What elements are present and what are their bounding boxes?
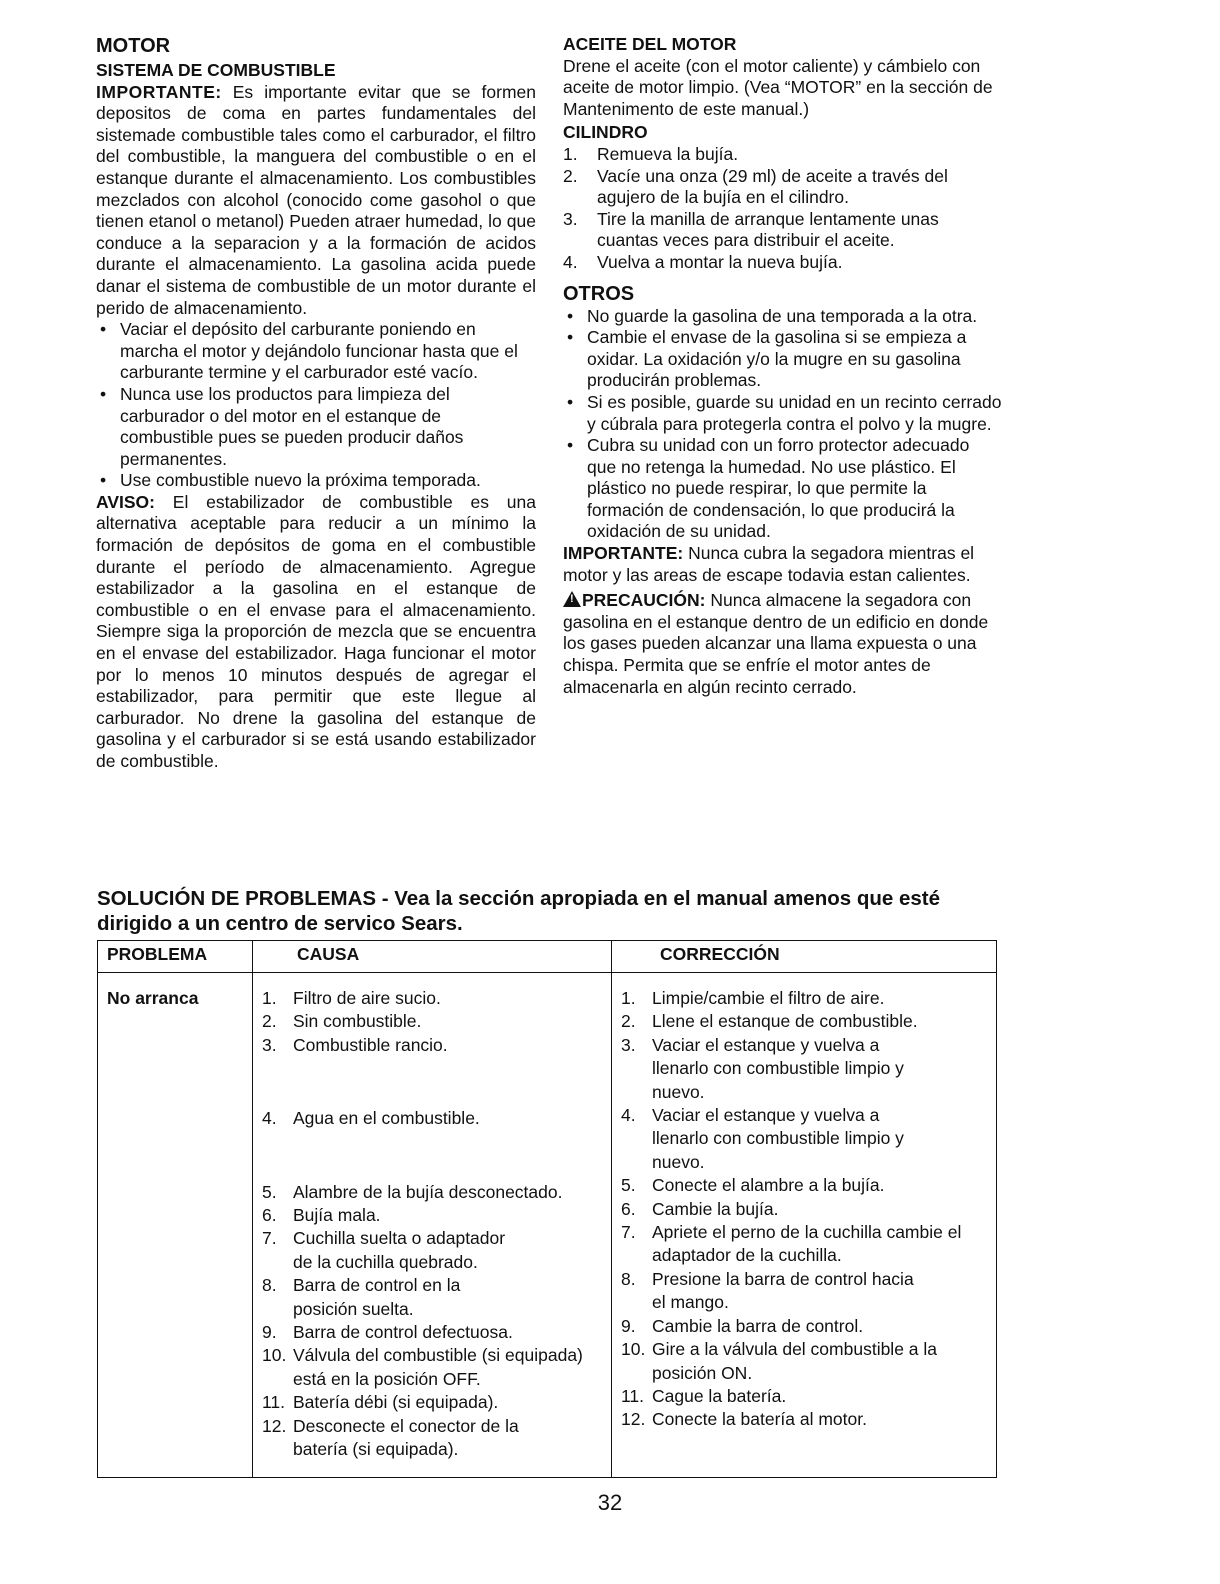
list-item — [612, 1408, 996, 1431]
item-number: 10. — [621, 1339, 646, 1360]
list-item — [253, 987, 611, 1010]
list-item — [253, 1204, 611, 1227]
list-item — [612, 1198, 996, 1221]
step-text: Tire la manilla de arranque lentamente unas cuantas veces para distribuir el aceite. — [597, 208, 939, 251]
table-header-row — [98, 941, 997, 973]
list-item — [612, 1338, 996, 1385]
engine-oil-heading: ACEITE DEL MOTOR — [563, 34, 737, 54]
warning-triangle-icon — [563, 591, 581, 607]
item-number: 7. — [262, 1228, 277, 1249]
column-header-correction: CORRECCIÓN — [612, 941, 997, 973]
list-item — [253, 1227, 611, 1274]
item-number: 8. — [262, 1275, 277, 1296]
list-item: • Si es posible, guarde su unidad en un recinto cerrado y cúbrala para protegerla contra el polvo y la mugre. — [563, 392, 1003, 435]
list-item: • Use combustible nuevo la próxima temporada. — [96, 470, 536, 492]
step-number: 4. — [563, 251, 578, 272]
aviso-text: El estabilizador de combustible es una alternativa aceptable para reducir a un mínimo la formación de depósitos de goma en el combustible durante el período de almacenamiento. Agregue estabilizador a la gasolina en el estanque de combustible o en el envase para el almacenamiento. Siempre siga la proporción de mezcla que se encuentra en el envase del estabilizador. Haga funcionar el motor por lo menos 10 minutos después de agregar el estabilizador, para permitir que este llegue al carburador. No drene la gasolina del estanque de gasolina y el carburador si se está usando estabilizador de combustible. — [96, 491, 536, 771]
right-column — [563, 34, 1003, 698]
list-item — [253, 1415, 611, 1462]
item-text: Cambie la bujía. — [652, 1198, 779, 1219]
list-item — [612, 1221, 996, 1268]
motor-heading: MOTOR — [96, 35, 171, 57]
fuel-system-heading: SISTEMA DE COMBUSTIBLE — [96, 60, 336, 80]
item-number: 3. — [621, 1034, 636, 1055]
table-row — [98, 973, 997, 1478]
list-item — [563, 252, 1003, 274]
list-item — [612, 1268, 996, 1315]
list-item — [253, 1107, 611, 1130]
item-text: Filtro de aire sucio. — [293, 988, 441, 1008]
item-text: Cuchilla suelta o adaptador de la cuchilla quebrado. — [293, 1228, 506, 1272]
column-header-problem: PROBLEMA — [98, 941, 253, 973]
item-number: 6. — [621, 1198, 636, 1219]
item-number: 2. — [621, 1011, 636, 1032]
item-text: Cague la batería. — [652, 1385, 787, 1406]
item-text: Barra de control defectuosa. — [293, 1322, 513, 1343]
aviso-paragraph — [96, 492, 536, 773]
list-item — [253, 1034, 611, 1057]
item-text: Combustible rancio. — [293, 1034, 448, 1055]
troubleshooting-table — [97, 940, 997, 1478]
important-text: Nunca cubra la segadora mientras el motor y las areas de escape todavia estan calientes. — [563, 543, 975, 585]
item-number: 9. — [621, 1315, 636, 1336]
step-number: 3. — [563, 208, 578, 229]
causes-list — [253, 987, 611, 1462]
fuel-system-paragraph — [96, 82, 536, 320]
item-number: 4. — [621, 1105, 636, 1126]
item-text: Apriete el perno de la cuchilla cambie el adaptador de la cuchilla. — [652, 1222, 962, 1266]
caution-paragraph — [563, 590, 1003, 698]
item-number: 7. — [621, 1222, 636, 1243]
list-item — [612, 1385, 996, 1408]
list-item — [253, 1321, 611, 1344]
step-text: Remueva la bujía. — [597, 143, 739, 164]
item-number: 12. — [262, 1415, 287, 1436]
item-text: Desconecte el conector de la batería (si equipada). — [293, 1415, 519, 1460]
list-item — [253, 1274, 611, 1321]
item-number: 2. — [262, 1011, 277, 1032]
page-number: 32 — [597, 1490, 623, 1515]
item-text: Batería débi (si equipada). — [293, 1392, 499, 1413]
problem-cell: No arranca — [98, 973, 253, 1478]
item-text: Limpie/cambie el filtro de aire. — [652, 988, 885, 1008]
list-item — [612, 1174, 996, 1197]
item-number: 9. — [262, 1322, 277, 1343]
list-item: • Cambie el envase de la gasolina si se empieza a oxidar. La oxidación y/o la mugre en su gasolina producirán problemas. — [563, 327, 1003, 392]
item-text: Válvula del combustible (si equipada) está en la posición OFF. — [293, 1345, 583, 1389]
troubleshooting-title: SOLUCIÓN DE PROBLEMAS - Vea la sección apropiada en el manual amenos que esté dirigido a un centro de servico Sears. — [97, 887, 941, 935]
step-number: 2. — [563, 165, 578, 186]
corrections-cell — [612, 973, 997, 1478]
list-item — [612, 1010, 996, 1033]
aviso-label: AVISO: — [96, 491, 155, 512]
item-number: 11. — [262, 1392, 286, 1413]
item-text: Cambie la barra de control. — [652, 1315, 864, 1336]
item-number: 1. — [262, 988, 277, 1008]
item-number: 8. — [621, 1268, 636, 1289]
item-text: Alambre de la bujía desconectado. — [293, 1181, 563, 1202]
item-text: Vaciar el estanque y vuelva a llenarlo con combustible limpio y nuevo. — [652, 1034, 904, 1102]
item-text: Presione la barra de control hacia el mango. — [652, 1268, 914, 1313]
causes-cell — [253, 973, 612, 1478]
list-item — [612, 987, 996, 1010]
item-number: 5. — [621, 1175, 636, 1196]
cylinder-heading: CILINDRO — [563, 122, 648, 143]
step-text: Vuelva a montar la nueva bujía. — [597, 251, 843, 272]
item-text: Gire a la válvula del combustible a la posición ON. — [652, 1339, 938, 1383]
list-item: • Cubra su unidad con un forro protector adecuado que no retenga la humedad. No use plástico. El plástico no puede respirar, lo que permite la formación de condensación, lo que producirá la oxidación de su unidad. — [563, 435, 1003, 543]
cylinder-steps — [563, 144, 1003, 274]
list-item — [612, 1034, 996, 1104]
list-item — [253, 1391, 611, 1414]
list-item — [612, 1104, 996, 1174]
item-number: 4. — [262, 1108, 277, 1129]
important-label: IMPORTANTE: — [96, 81, 222, 102]
item-number: 1. — [621, 988, 636, 1008]
list-item — [253, 1181, 611, 1204]
list-item — [612, 1315, 996, 1338]
list-item — [563, 144, 1003, 166]
item-number: 3. — [262, 1034, 277, 1055]
list-item: • Nunca use los productos para limpieza del carburador o del motor en el estanque de combustible pues se pueden producir daños permanentes. — [96, 384, 536, 470]
column-header-cause: CAUSA — [253, 941, 612, 973]
otros-bullets — [563, 306, 1003, 544]
caution-label: PRECAUCIÓN: — [582, 590, 706, 611]
step-text: Vacíe una onza (29 ml) de aceite a través del agujero de la bujía en el cilindro. — [597, 165, 948, 208]
left-column — [96, 34, 536, 773]
important-text: Es importante evitar que se formen depositos de coma en partes fundamentales del sistemade combustible tales como el carburador, el filtro del combustible, la manguera del combustible o en el estanque durante el almacenamiento. Los combustibles mezclados con alcohol (conocido come gasohol o que tienen etanol o metanol) Pueden atraer humedad, lo que conduce a la separacion y a la formación de acidos durante el almacenamiento. La gasolina acida puede danar el sistema de combustible de un motor durante el perido de almacenamiento. — [96, 81, 536, 318]
item-number: 11. — [621, 1385, 645, 1406]
item-text: Agua en el combustible. — [293, 1108, 480, 1129]
caution-text: Nunca almacene la segadora con gasolina en el estanque dentro de un edificio en donde los gases pueden alcanzar una llama expuesta o una chispa. Permita que se enfríe el motor antes de almacenarla en algún recinto cerrado. — [563, 590, 989, 697]
list-item — [563, 209, 1003, 252]
list-item: • Vaciar el depósito del carburante poniendo en marcha el motor y dejándolo funcionar hasta que el carburante termine y el carburador esté vacío. — [96, 319, 536, 384]
engine-oil-text: Drene el aceite (con el motor caliente) y cámbielo con aceite de motor limpio. (Vea “MOTOR” en la sección de Mantenimento de este manual.) — [563, 55, 993, 119]
item-number: 5. — [262, 1181, 277, 1202]
item-text: Barra de control en la posición suelta. — [293, 1275, 461, 1319]
item-text: Conecte la batería al motor. — [652, 1409, 867, 1430]
item-text: Conecte el alambre a la bujía. — [652, 1175, 885, 1196]
item-text: Llene el estanque de combustible. — [652, 1011, 918, 1032]
corrections-list — [612, 987, 996, 1432]
list-item: • No guarde la gasolina de una temporada a la otra. — [563, 306, 1003, 328]
item-text: Bujía mala. — [293, 1205, 381, 1226]
list-item — [253, 1010, 611, 1033]
item-text: Sin combustible. — [293, 1011, 422, 1032]
item-number: 10. — [262, 1345, 287, 1366]
important-cover-paragraph — [563, 543, 1003, 586]
item-number: 6. — [262, 1205, 277, 1226]
fuel-bullets — [96, 319, 536, 492]
item-text: Vaciar el estanque y vuelva a llenarlo con combustible limpio y nuevo. — [652, 1105, 904, 1172]
list-item — [253, 1344, 611, 1391]
list-item — [563, 166, 1003, 209]
otros-heading: OTROS — [563, 282, 635, 305]
important-label: IMPORTANTE: — [563, 543, 684, 564]
step-number: 1. — [563, 143, 578, 164]
item-number: 12. — [621, 1409, 646, 1430]
